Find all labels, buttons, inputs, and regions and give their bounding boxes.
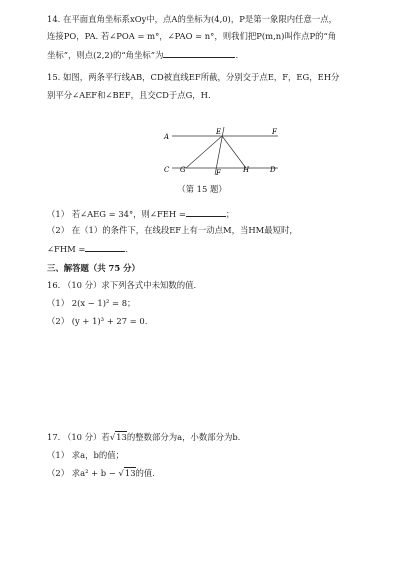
q17-title — [47, 432, 386, 443]
label-c: C — [164, 166, 170, 174]
q16-sub2: （2） (y + 1)³ + 27 = 0. — [47, 316, 148, 326]
q15-figure-caption: （第 15 题） — [177, 184, 227, 194]
line-eg — [186, 136, 222, 168]
q17-sub2 — [47, 468, 386, 479]
label-d: D — [270, 166, 276, 174]
q14-line3 — [47, 48, 386, 61]
q14-line1: 14. 在平面直角坐标系xOy中，点A的坐标为(4,0)，P是第一象限内任意一点， — [47, 14, 337, 24]
label-h: H — [243, 166, 250, 174]
label-f: F — [216, 169, 221, 177]
q15-line2: 别平分∠AEF和∠BEF，且交CD于点G，H. — [47, 90, 211, 100]
q15-sub1 — [47, 207, 386, 220]
q15-sub2-line1: （2） 在（1）的条件下，在线段EF上有一动点M，当HM最短时， — [47, 225, 298, 235]
label-g: G — [180, 166, 186, 174]
q14-line3-end: . — [235, 50, 239, 60]
q17-title-pre: 17. （10 分）若 — [47, 432, 110, 442]
q15-sub2-text: ∠FHM = — [47, 244, 86, 254]
q15-sub1-end: ； — [225, 209, 235, 219]
q15-sub1-blank[interactable] — [186, 207, 226, 217]
q17-sub2-pre: （2） 求a² + b − — [47, 468, 119, 478]
sqrt-symbol-2: √ — [118, 468, 124, 478]
q15-sub2-line2 — [47, 242, 386, 255]
q17-sqrt-num: 13 — [116, 432, 127, 442]
sqrt-symbol: √ — [109, 432, 116, 442]
q14-answer-blank[interactable] — [163, 48, 235, 58]
q15-figure — [160, 125, 280, 177]
q17-sub1: （1） 求a，b的值； — [47, 450, 124, 460]
q15-sub1-text: （1） 若∠AEG = 34°，则∠FEH = — [47, 209, 186, 219]
q16-sub1: （1） 2(x − 1)² = 8； — [47, 298, 136, 308]
q15-sub2-end: . — [125, 244, 129, 254]
q17-sub2-sqrt-num: 13 — [124, 468, 136, 478]
q14-line2: 连接PO，PA. 若∠POA = m°，∠PAO = n°，则我们把P(m,n)叫作点P的“角 — [47, 31, 337, 41]
q15-line1: 15. 如图，两条平行线AB，CD被直线EF所截，分别交于点E，F，EG，EH分 — [47, 72, 340, 82]
q17-sub2-post: 的值. — [135, 468, 155, 478]
label-b: F — [272, 128, 277, 136]
section3-title: 三、解答题（共 75 分） — [47, 263, 140, 273]
q17-title-post: 的整数部分为a，小数部分为b. — [126, 432, 241, 442]
q15-sub2-blank[interactable] — [85, 242, 125, 252]
line-eh — [222, 136, 246, 168]
q16-title: 16. （10 分）求下列各式中未知数的值. — [47, 280, 197, 290]
label-e: E — [216, 128, 222, 136]
label-a: A — [164, 133, 170, 141]
q14-line3-text: 坐标”，则点(2,2)的“角坐标”为 — [47, 50, 164, 60]
